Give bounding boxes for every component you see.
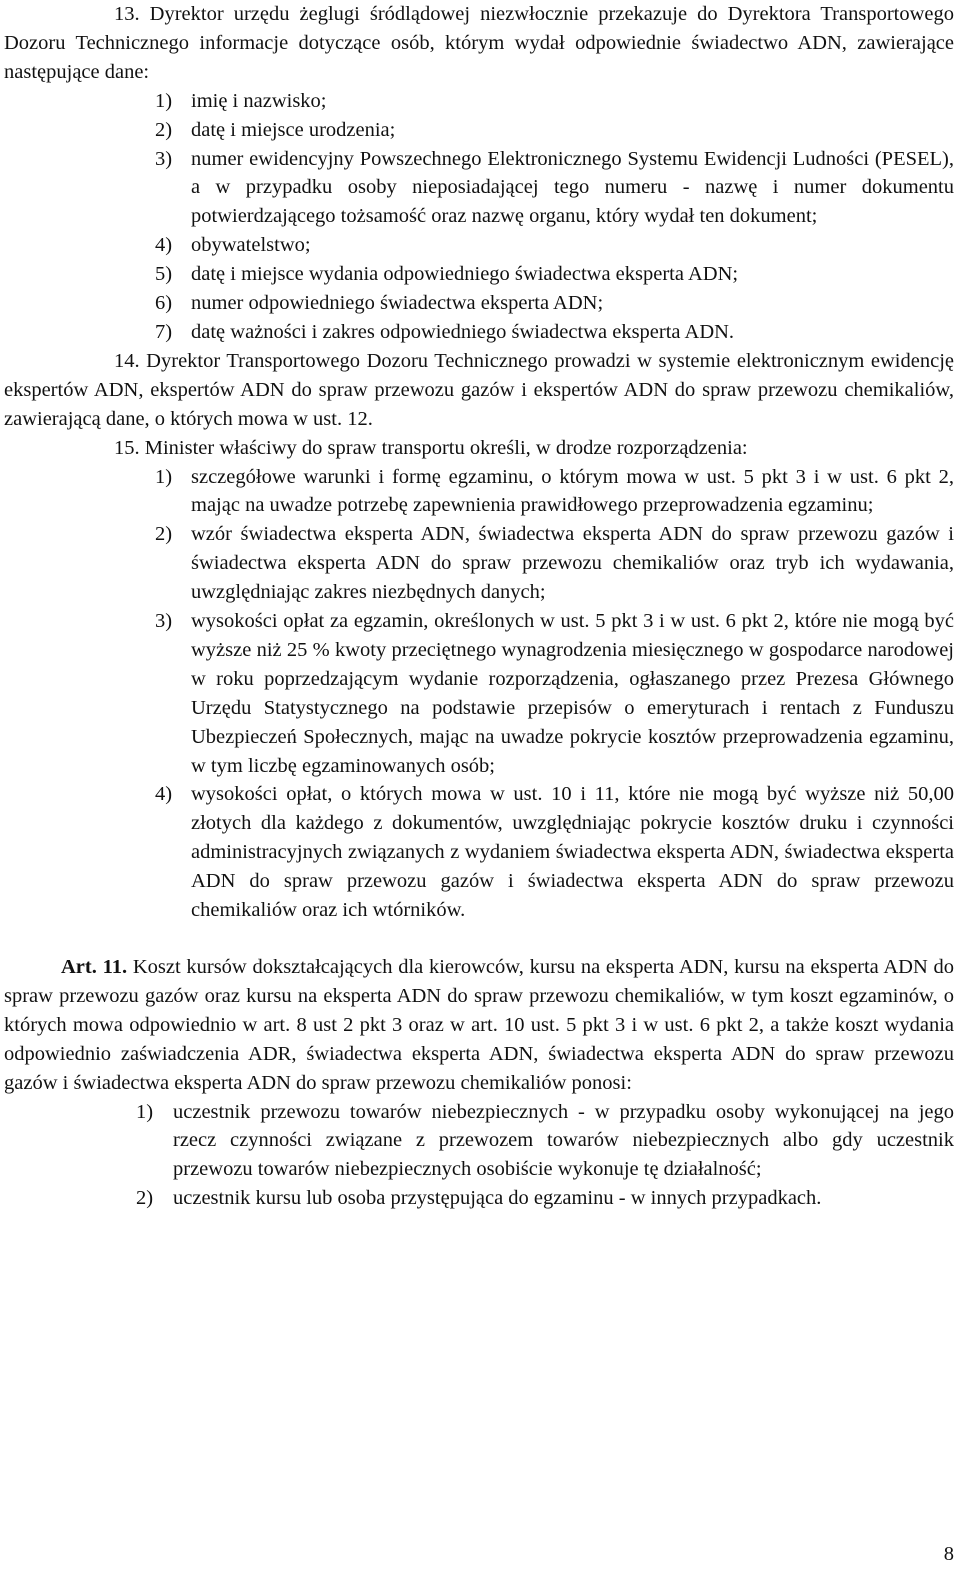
list-item: 2) datę i miejsce urodzenia; bbox=[155, 118, 396, 141]
list-item: 4) obywatelstwo; bbox=[155, 234, 311, 257]
list-item: 3) numer ewidencyjny Powszechnego Elektronicznego Systemu Ewidencji Ludności (PESEL), a w przypadku osoby nieposiadającej tego numeru - nazwę i numer dokumentu potwierdzającego tożsamość oraz nazwę organu, który wydał ten dokument; bbox=[155, 147, 954, 228]
list-item: 5) datę i miejsce wydania odpowiedniego świadectwa eksperta ADN; bbox=[155, 263, 739, 286]
list-item: 1) imię i nazwisko; bbox=[155, 89, 327, 112]
section-14-text: 14. Dyrektor Transportowego Dozoru Technicznego prowadzi w systemie elektronicznym ewidencję ekspertów ADN, ekspertów ADN do spraw przewozu gazów i ekspertów ADN do spraw przewozu chemikaliów, zawierającą dane, o których mowa w ust. 12. bbox=[4, 349, 954, 430]
document-page bbox=[4, 0, 954, 1213]
list-item: 2) wzór świadectwa eksperta ADN, świadectwa eksperta ADN do spraw przewozu gazów i świadectwa eksperta ADN do spraw przewozu chemikaliów oraz tryb ich wydawania, uwzględniając zakres niezbędnych danych; bbox=[155, 523, 954, 604]
article-heading: Art. 11. bbox=[61, 956, 128, 978]
list-item: 4) wysokości opłat, o których mowa w ust. 10 i 11, które nie mogą być wyższe niż 50,00 złotych dla każdego z dokumentów, uwzględniając pokrycie kosztów druku i czynności administracyjnych związanych z wydaniem świadectwa eksperta ADN, świadectwa eksperta ADN do spraw przewozu gazów i świadectwa eksperta ADN do spraw przewozu chemikaliów oraz ich wtórników. bbox=[155, 783, 954, 922]
list-item: 7) datę ważności i zakres odpowiedniego świadectwa eksperta ADN. bbox=[155, 320, 735, 343]
list-item: 3) wysokości opłat za egzamin, określonych w ust. 5 pkt 3 i w ust. 6 pkt 2, które nie mogą być wyższe niż 25 % kwoty przeciętnego wynagrodzenia miesięcznego w gospodarce narodowej w roku poprzedzającym wydanie rozporządzenia, ogłaszanego przez Prezesa Głównego Urzędu Statystycznego na podstawie przepisów o emeryturach i rentach z Funduszu Ubezpieczeń Społecznych, mając na uwadze pokrycie kosztów przeprowadzenia egzaminu, w tym liczbę egzaminowanych osób; bbox=[155, 610, 954, 777]
list-item: 1) uczestnik przewozu towarów niebezpiecznych - w przypadku osoby wykonującej na jego rzecz czynności związane z przewozem towarów niebezpiecznych albo gdy uczestnik przewozu towarów niebezpiecznych osobiście wykonuje tę działalność; bbox=[136, 1100, 954, 1181]
section-15-list bbox=[4, 463, 954, 926]
list-item: 1) szczegółowe warunki i formę egzaminu, o którym mowa w ust. 5 pkt 3 i w ust. 6 pkt 2, mając na uwadze potrzebę zapewnienia prawidłowego przeprowadzenia egzaminu; bbox=[155, 465, 954, 517]
article-11-text: Koszt kursów dokształcających dla kierowców, kursu na eksperta ADN, kursu na eksperta ADN do spraw przewozu gazów oraz kursu na eksperta ADN do spraw przewozu chemikaliów, w tym koszt egzaminów, o których mowa odpowiednio w art. 8 ust 2 pkt 3 oraz w art. 10 ust. 5 pkt 3 i w ust. 6 pkt 2, a także koszt wydania odpowiednio zaświadczenia ADR, świadectwa eksperta ADN, świadectwa eksperta ADN do spraw przewozu gazów i świadectwa eksperta ADN do spraw przewozu chemikaliów ponosi: bbox=[4, 956, 954, 1094]
page-number: 8 bbox=[943, 1543, 954, 1565]
section-13-list bbox=[4, 87, 954, 347]
section-15-intro: 15. Minister właściwy do spraw transportu określi, w drodze rozporządzenia: bbox=[114, 436, 748, 459]
article-11-list bbox=[4, 1098, 954, 1214]
section-13-intro: 13. Dyrektor urzędu żeglugi śródlądowej niezwłocznie przekazuje do Dyrektora Transportowego Dozoru Technicznego informacje dotyczące osób, którym wydał odpowiednie świadectwo ADN, zawierające następujące dane: bbox=[4, 3, 954, 83]
list-item: 6) numer odpowiedniego świadectwa eksperta ADN; bbox=[155, 292, 604, 315]
article-11 bbox=[4, 953, 954, 1098]
list-item: 2) uczestnik kursu lub osoba przystępująca do egzaminu - w innych przypadkach. bbox=[136, 1187, 822, 1210]
